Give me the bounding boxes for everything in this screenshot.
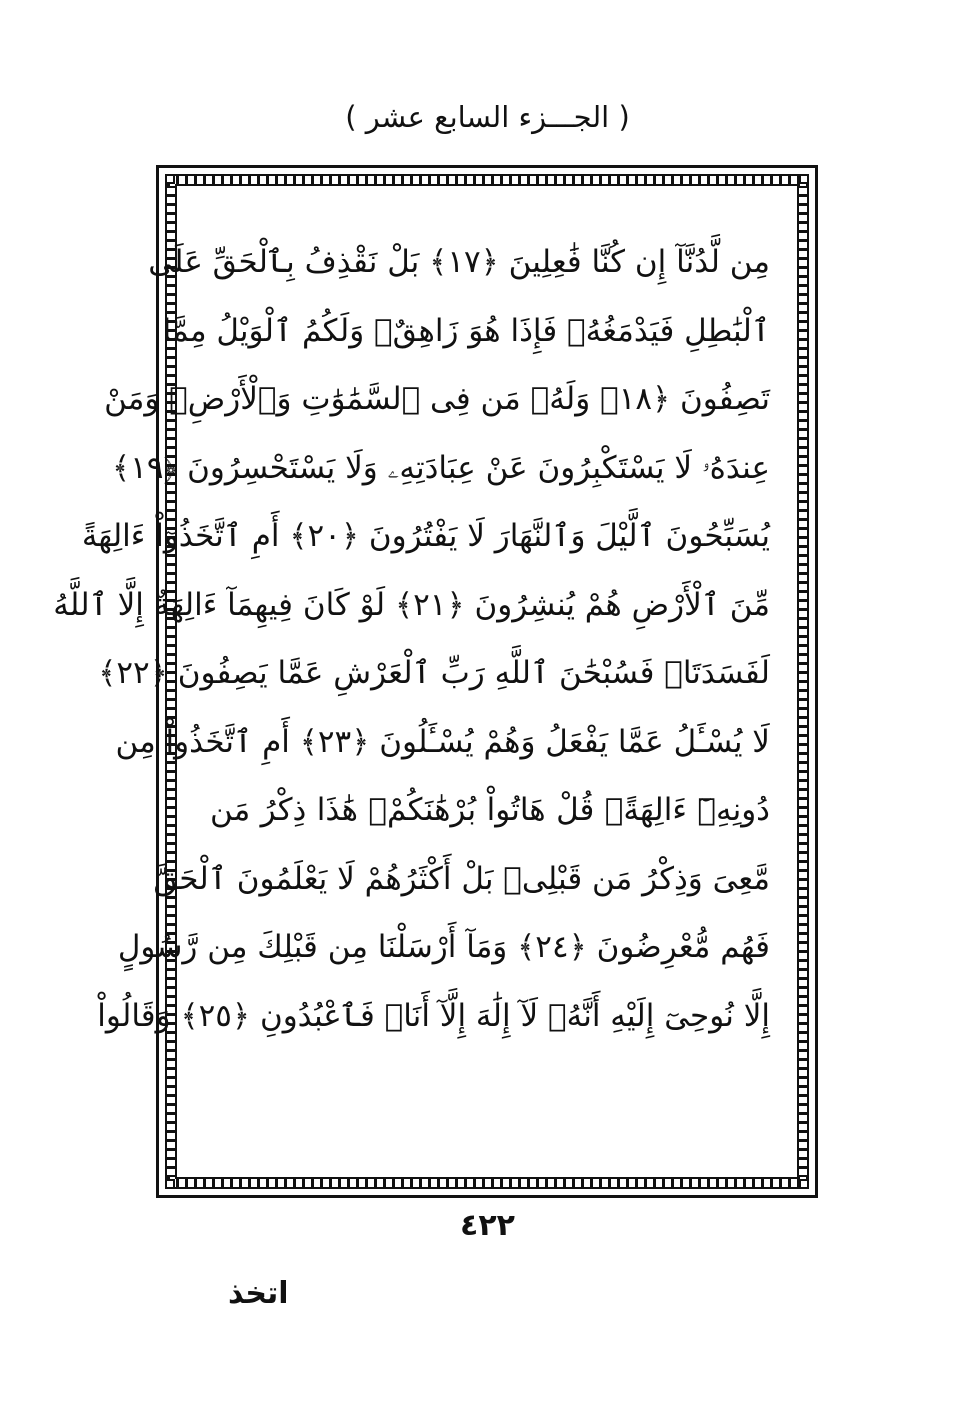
catchword: اتخذ: [228, 1276, 289, 1311]
verse-line: يُسَبِّحُونَ ٱلَّيْلَ وَٱلنَّهَارَ لَا يَفْتُرُونَ ﴿٢٠﴾ أَمِ ٱتَّخَذُوٓاْ ءَالِهَةً: [81, 518, 770, 554]
verse-line: مَّعِىَ وَذِكْرُ مَن قَبْلِىۗ بَلْ أَكْثَرُهُمْ لَا يَعْلَمُونَ ٱلْحَقَّ: [153, 860, 770, 897]
verse-line: فَهُم مُّعْرِضُونَ ﴿٢٤﴾ وَمَآ أَرْسَلْنَا مِن قَبْلِكَ مِن رَّسُولٍ: [117, 929, 770, 965]
corner-ornament: [799, 1179, 809, 1189]
corner-ornament: [799, 174, 809, 184]
verse-line: ٱلْبَٰطِلِ فَيَدْمَغُهُۥ فَإِذَا هُوَ زَاهِقٌۚ وَلَكُمُ ٱلْوَيْلُ مِمَّا: [162, 312, 770, 349]
verse-line: لَا يُسْـَٔلُ عَمَّا يَفْعَلُ وَهُمْ يُسْـَٔلُونَ ﴿٢٣﴾ أَمِ ٱتَّخَذُواْ مِن: [115, 723, 770, 760]
verse-line: مِّنَ ٱلْأَرْضِ هُمْ يُنشِرُونَ ﴿٢١﴾ لَوْ كَانَ فِيهِمَآ ءَالِهَةٌ إِلَّا ٱللَّهُ: [53, 586, 770, 623]
verse-line: إِلَّا نُوحِىٓ إِلَيْهِ أَنَّهُۥ لَآ إِلَٰهَ إِلَّآ أَنَا۠ فَٱعْبُدُونِ ﴿٢٥﴾ وَقَالُواْ: [97, 997, 770, 1034]
page-number: ٤٢٢: [460, 1208, 515, 1243]
verse-line: لَفَسَدَتَاۚ فَسُبْحَٰنَ ٱللَّهِ رَبِّ ٱلْعَرْشِ عَمَّا يَصِفُونَ ﴿٢٢﴾: [98, 655, 770, 691]
verse-line: مِن لَّدُنَّآ إِن كُنَّا فَٰعِلِينَ ﴿١٧﴾ بَلْ نَقْذِفُ بِٱلْحَقِّ عَلَى: [148, 244, 770, 280]
corner-ornament: [165, 174, 175, 184]
verse-line: تَصِفُونَ ﴿١٨﴾ وَلَهُۥ مَن فِى ٱلسَّمَٰوَٰتِ وَٱلْأَرْضِۚ وَمَنْ: [104, 381, 770, 417]
verse-text-block: [53, 228, 770, 1050]
verse-line: دُونِهِۦٓ ءَالِهَةًۖ قُلْ هَاتُواْ بُرْهَٰنَكُمْۖ هَٰذَا ذِكْرُ مَن: [210, 792, 770, 828]
corner-ornament: [165, 1179, 175, 1189]
verse-line: عِندَهُۥ لَا يَسْتَكْبِرُونَ عَنْ عِبَادَتِهِۦ وَلَا يَسْتَحْسِرُونَ ﴿١٩﴾: [112, 449, 770, 486]
juz-header: ( الجـــزء السابع عشر ): [345, 100, 630, 134]
